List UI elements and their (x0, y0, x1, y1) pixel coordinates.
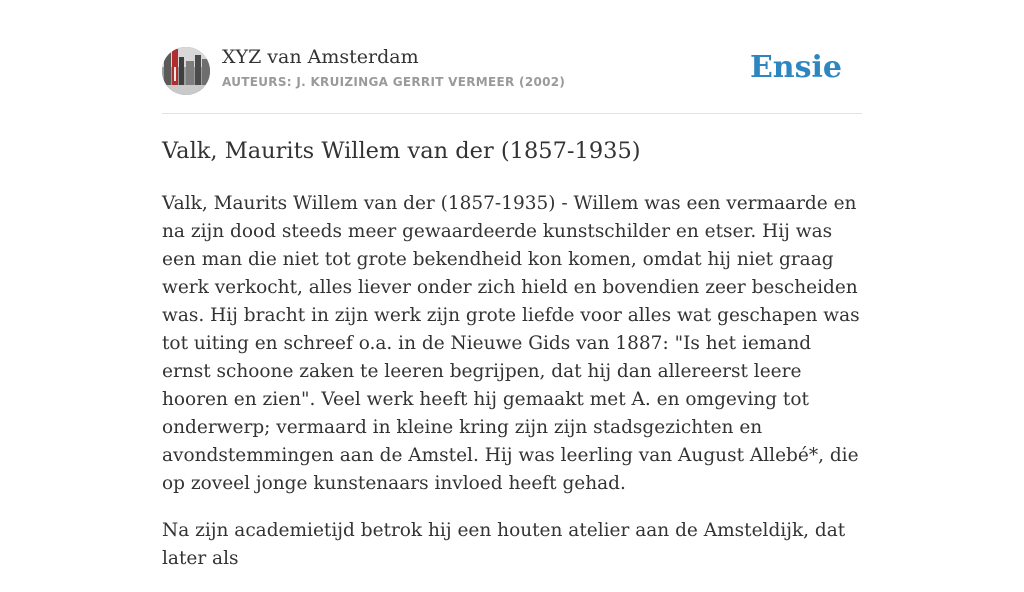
source-header (162, 46, 862, 96)
article-body (162, 190, 862, 592)
header-divider (162, 113, 862, 114)
source-title[interactable]: XYZ van Amsterdam (222, 46, 419, 68)
source-authors: AUTEURS: J. KRUIZINGA GERRIT VERMEER (2002) (222, 75, 566, 89)
article-paragraph: Na zijn academietijd betrok hij een houten atelier aan de Amsteldijk, dat later als (162, 520, 846, 569)
source-avatar[interactable] (162, 47, 210, 95)
article-title: Valk, Maurits Willem van der (1857-1935) (162, 138, 641, 164)
street-photo-icon (162, 47, 210, 95)
article-paragraph: Valk, Maurits Willem van der (1857-1935) - Willem was een vermaarde en na zijn dood steeds meer gewaardeerde kunstschilder en etser. Hij was een man die niet tot grote bekendheid kon komen, omdat hij niet graag werk verkocht, alles liever onder zich hield en bovendien zeer bescheiden was. Hij bracht in zijn werk zijn grote liefde voor alles wat geschapen was tot uiting en schreef o.a. in de Nieuwe Gids van 1887: "Is het iemand ernst schoone zaken te leeren begrijpen, dat hij dan allereerst leere hooren en zien". Veel werk heeft hij gemaakt met A. en omgeving tot onderwerp; vermaard in kleine kring zijn zijn stadsgezichten en avondstemmingen aan de Amstel. Hij was leerling van August Allebé*, die op zoveel jonge kunstenaars invloed heeft gehad. (162, 193, 860, 494)
ensie-logo-link[interactable]: Ensie (749, 50, 842, 85)
